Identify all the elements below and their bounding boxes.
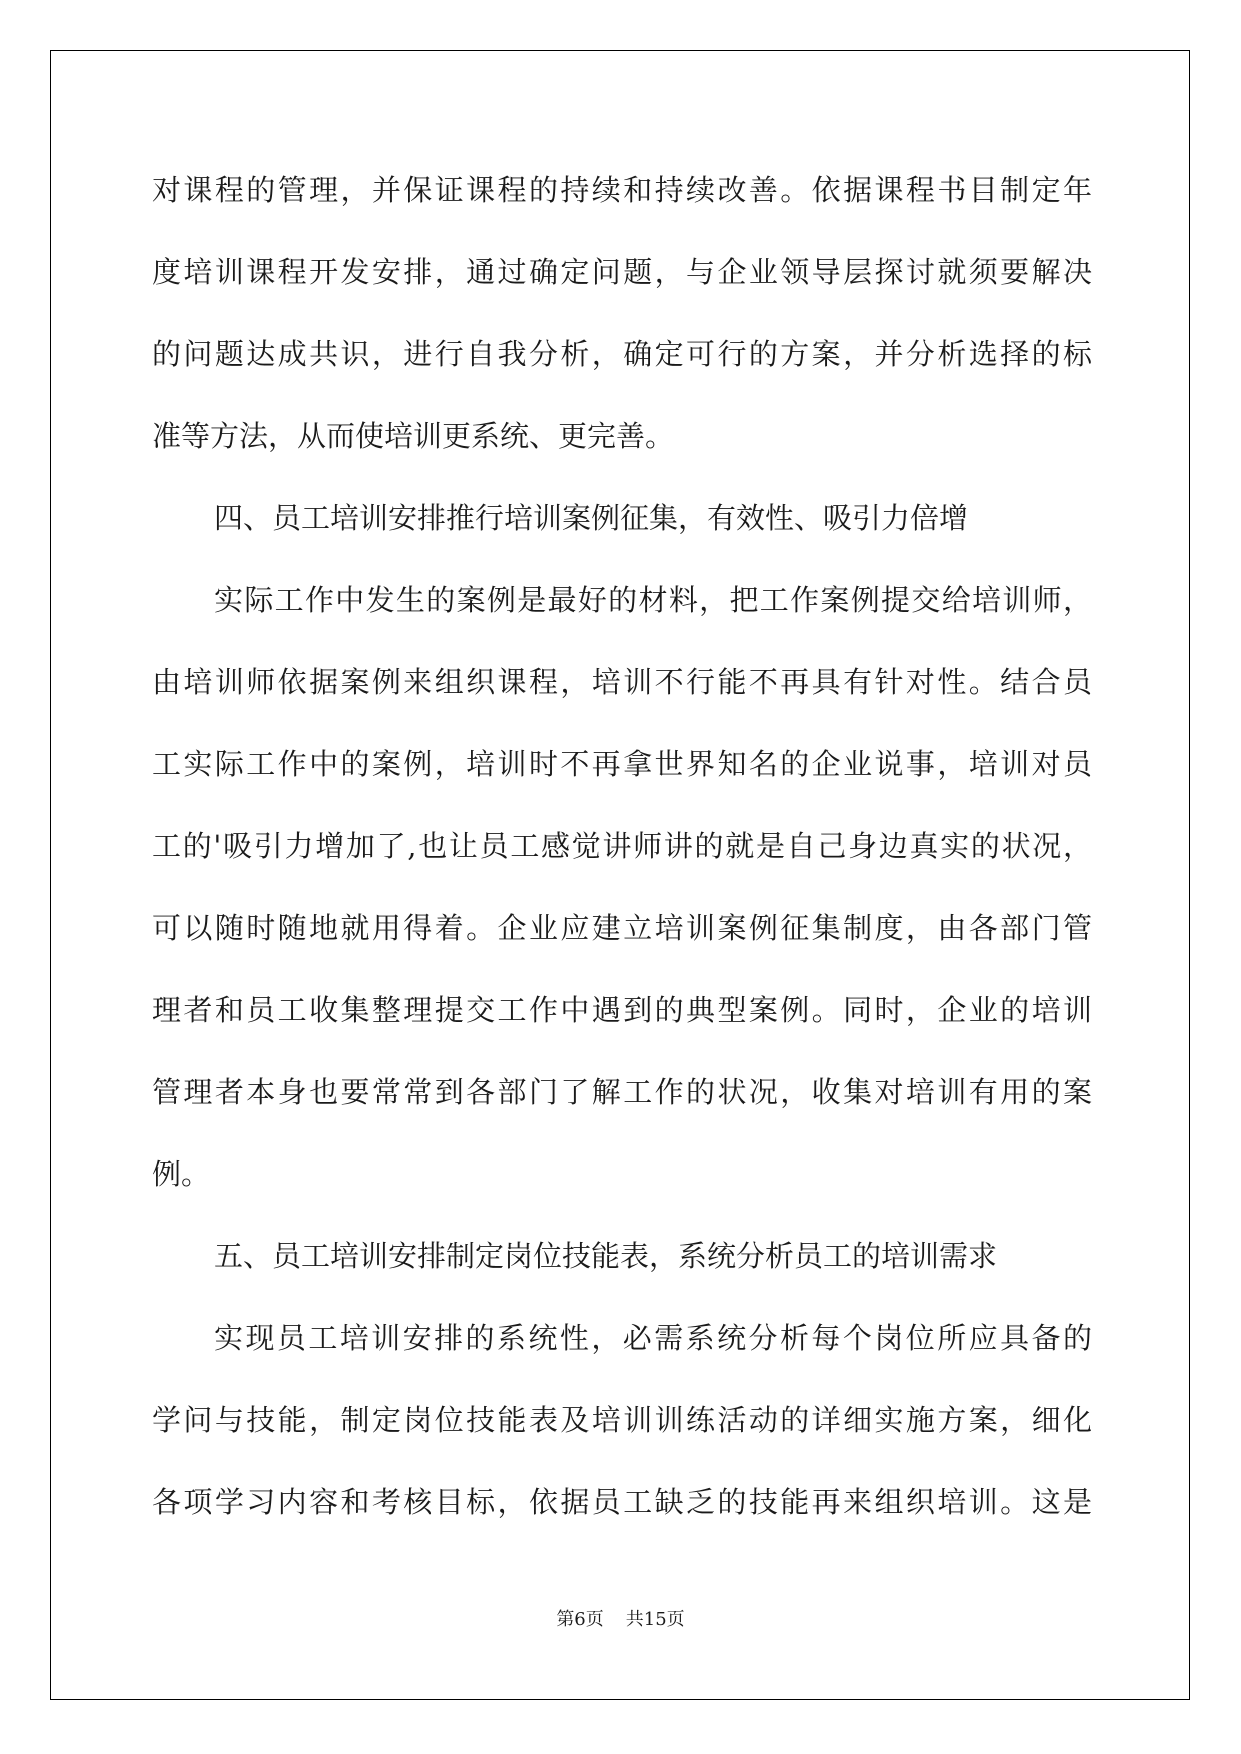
- body-line: 实际工作中发生的案例是最好的材料，把工作案例提交给培训师，: [214, 583, 1092, 617]
- body-line: 实现员工培训安排的系统性，必需系统分析每个岗位所应具备的: [214, 1321, 1092, 1355]
- body-line: 管理者本身也要常常到各部门了解工作的状况，收集对培训有用的案: [152, 1075, 1092, 1109]
- body-line: 准等方法，从而使培训更系统、更完善。: [152, 419, 675, 453]
- page-footer: [0, 1608, 1241, 1632]
- page-number: 第6页: [556, 1609, 604, 1630]
- body-line: 各项学习内容和考核目标，依据员工缺乏的技能再来组织培训。这是: [152, 1485, 1092, 1519]
- body-line: 例。: [152, 1157, 211, 1191]
- page-total: 共15页: [625, 1609, 685, 1630]
- section-heading-4: 四、员工培训安排推行培训案例征集，有效性、吸引力倍增: [214, 501, 969, 535]
- body-line: 的问题达成共识，进行自我分析，确定可行的方案，并分析选择的标: [152, 337, 1092, 371]
- document-body: [152, 168, 1092, 1562]
- body-line: 学问与技能，制定岗位技能表及培训训练活动的详细实施方案，细化: [152, 1403, 1092, 1437]
- body-line: 工的'吸引力增加了,也让员工感觉讲师讲的就是自己身边真实的状况，: [152, 829, 1092, 863]
- body-line: 由培训师依据案例来组织课程，培训不行能不再具有针对性。结合员: [152, 665, 1092, 699]
- section-heading-5: 五、员工培训安排制定岗位技能表，系统分析员工的培训需求: [214, 1239, 998, 1273]
- body-line: 对课程的管理，并保证课程的持续和持续改善。依据课程书目制定年: [152, 173, 1092, 207]
- body-line: 理者和员工收集整理提交工作中遇到的典型案例。同时，企业的培训: [152, 993, 1092, 1027]
- body-line: 工实际工作中的案例，培训时不再拿世界知名的企业说事，培训对员: [152, 747, 1092, 781]
- body-line: 度培训课程开发安排，通过确定问题，与企业领导层探讨就须要解决: [152, 255, 1092, 289]
- body-line: 可以随时随地就用得着。企业应建立培训案例征集制度，由各部门管: [152, 911, 1092, 945]
